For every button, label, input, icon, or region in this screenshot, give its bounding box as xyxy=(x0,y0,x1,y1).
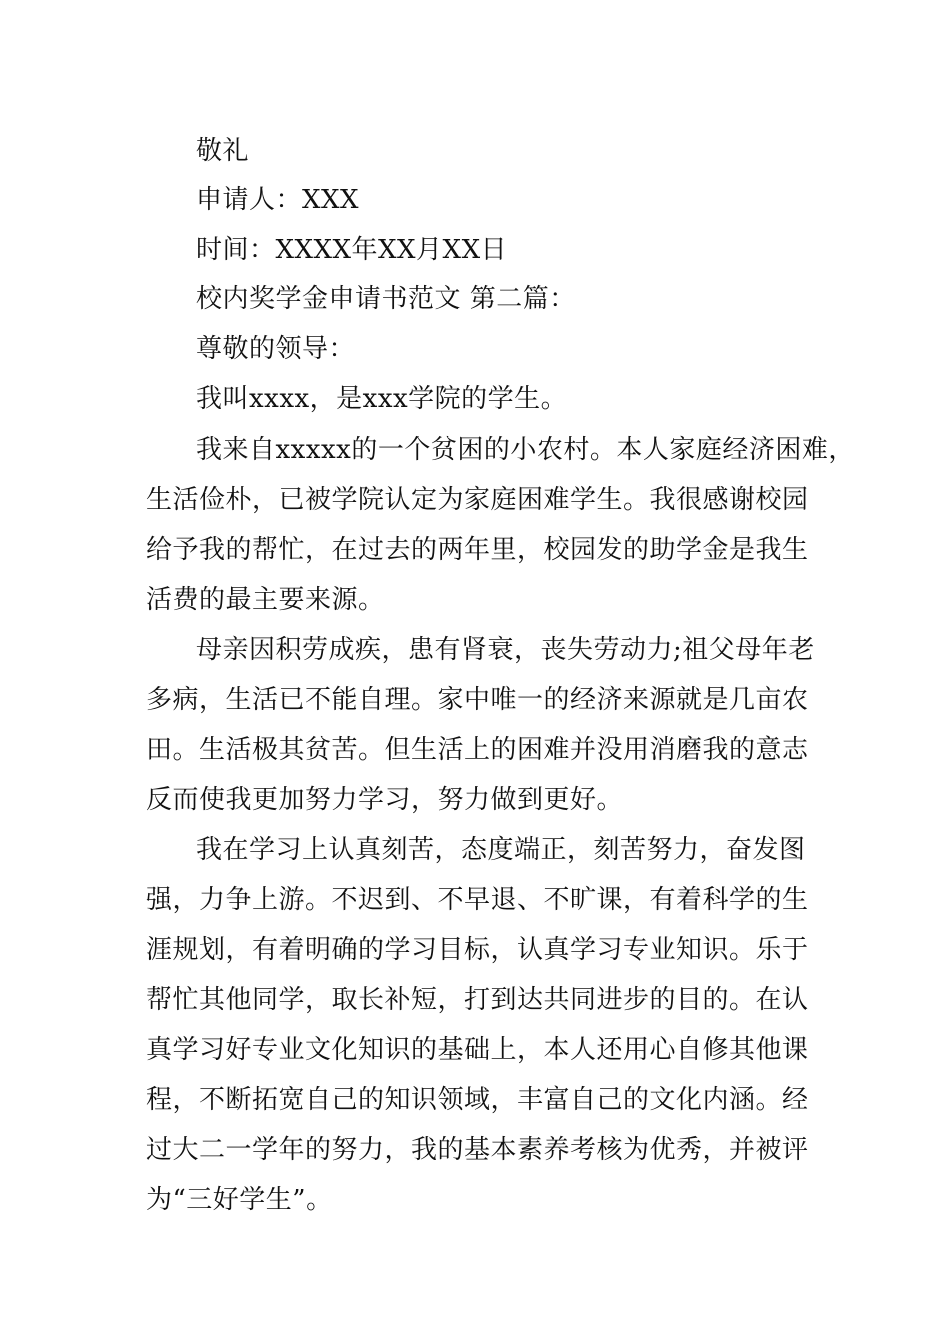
paragraph-3-line-1: 我在学习上认真刻苦，态度端正，刻苦努力，奋发图 xyxy=(196,835,806,865)
paragraph-3-line-7: 过大二一学年的努力，我的基本素养考核为优秀，并被评 xyxy=(146,1135,809,1165)
greeting-line: 尊敬的领导： xyxy=(196,334,356,364)
section-heading: 校内奖学金申请书范文 第二篇： xyxy=(196,284,576,314)
closing-salutation: 敬礼 xyxy=(196,136,250,166)
date-line: 时间：XXXX年XX月XX日 xyxy=(196,235,508,265)
paragraph-3-line-2: 强，力争上游。不迟到、不早退、不旷课，有着科学的生 xyxy=(146,885,809,915)
paragraph-2-line-3: 田。生活极其贫苦。但生活上的困难并没用消磨我的意志 xyxy=(146,735,809,765)
paragraph-3-line-5: 真学习好专业文化知识的基础上，本人还用心自修其他课 xyxy=(146,1035,809,1065)
paragraph-2-line-4: 反而使我更加努力学习，努力做到更好。 xyxy=(146,785,624,815)
paragraph-1-line-3: 给予我的帮忙，在过去的两年里，校园发的助学金是我生 xyxy=(146,535,809,565)
paragraph-2-line-1: 母亲因积劳成疾，患有肾衰，丧失劳动力;祖父母年老 xyxy=(196,635,815,665)
paragraph-1-line-4: 活费的最主要来源。 xyxy=(146,585,385,615)
intro-line: 我叫xxxx，是xxx学院的学生。 xyxy=(196,384,568,414)
paragraph-3-line-8: 为“三好学生”。 xyxy=(146,1185,333,1215)
paragraph-2-line-2: 多病，生活已不能自理。家中唯一的经济来源就是几亩农 xyxy=(146,685,809,715)
paragraph-3-line-4: 帮忙其他同学，取长补短，打到达共同进步的目的。在认 xyxy=(146,985,809,1015)
applicant-line: 申请人：XXX xyxy=(196,185,360,215)
paragraph-3-line-6: 程，不断拓宽自己的知识领域，丰富自己的文化内涵。经 xyxy=(146,1085,809,1115)
paragraph-3-line-3: 涯规划，有着明确的学习目标，认真学习专业知识。乐于 xyxy=(146,935,809,965)
paragraph-1-line-2: 生活俭朴，已被学院认定为家庭困难学生。我很感谢校园 xyxy=(146,485,809,515)
paragraph-1-line-1: 我来自xxxxx的一个贫困的小农村。本人家庭经济困难， xyxy=(196,435,855,465)
